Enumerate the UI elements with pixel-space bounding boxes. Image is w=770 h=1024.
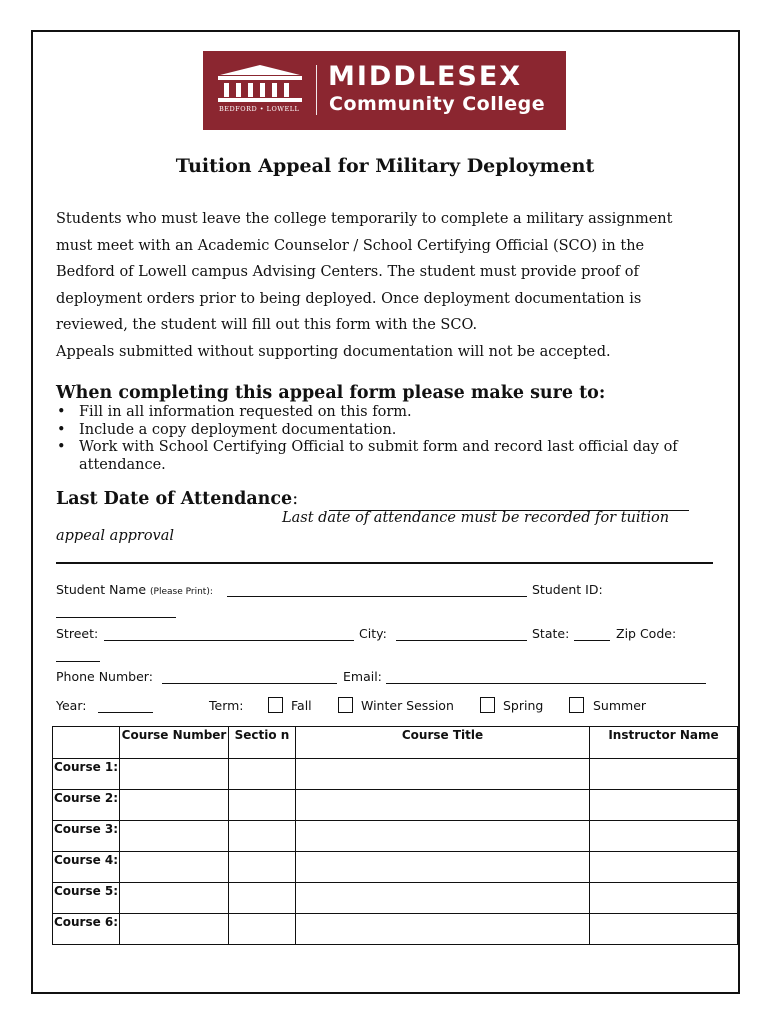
course-title-cell[interactable] [296, 914, 590, 945]
email-field[interactable] [386, 683, 706, 684]
college-logo [203, 51, 566, 130]
intro-line: deployment orders prior to being deployed. Once deployment documentation is [56, 290, 642, 307]
section-divider [56, 562, 713, 564]
logo-name-line1: MIDDLESEX [328, 61, 523, 92]
student-id-field[interactable] [56, 617, 176, 618]
term-fall-label: Fall [291, 698, 312, 713]
zip-field[interactable] [56, 661, 100, 662]
logo-tagline: BEDFORD • LOWELL [219, 105, 300, 113]
intro-paragraph [56, 206, 716, 365]
course-number-cell[interactable] [120, 821, 229, 852]
zip-label: Zip Code: [616, 626, 677, 641]
section-cell[interactable] [229, 852, 296, 883]
email-label: Email: [343, 669, 382, 684]
logo-divider [316, 65, 317, 115]
print-hint: (Please Print): [150, 587, 213, 597]
course-number-cell[interactable] [120, 914, 229, 945]
row-label: Course 4: [53, 852, 120, 883]
year-field[interactable] [98, 712, 153, 713]
course-number-cell[interactable] [120, 852, 229, 883]
page-title: Tuition Appeal for Military Deployment [175, 155, 595, 177]
intro-line: Students who must leave the college temporarily to complete a military assignment [56, 211, 673, 227]
intro-line: must meet with an Academic Counselor / School Certifying Official (SCO) in the [56, 237, 645, 254]
section-cell[interactable] [229, 790, 296, 821]
logo-name-line2: Community College [329, 93, 546, 115]
course-title-cell[interactable] [296, 821, 590, 852]
row-label: Course 1: [53, 759, 120, 790]
checklist-item: • Include a copy deployment documentation. [57, 421, 397, 438]
term-spring-checkbox[interactable] [480, 697, 495, 713]
intro-line: Bedford of Lowell campus Advising Centers. The student must provide proof of [56, 264, 639, 280]
bullet-icon: • [57, 421, 66, 438]
intro-line: Appeals submitted without supporting documentation will not be accepted. [56, 343, 611, 360]
student-name-field[interactable] [227, 596, 527, 597]
course-table [52, 726, 738, 945]
course-title-cell[interactable] [296, 759, 590, 790]
section-cell[interactable] [229, 883, 296, 914]
header-section: Sectio n [229, 727, 296, 759]
phone-field[interactable] [162, 683, 337, 684]
header-course-number: Course Number [120, 727, 229, 759]
row-label: Course 6: [53, 914, 120, 945]
table-row [53, 914, 738, 945]
term-summer-label: Summer [593, 698, 647, 713]
table-header-row [53, 727, 738, 759]
instructor-cell[interactable] [590, 759, 738, 790]
last-date-note-cont: appeal approval [56, 528, 175, 544]
student-name-label: Student Name (Please Print): [56, 582, 213, 597]
section-cell[interactable] [229, 914, 296, 945]
city-label: City: [359, 626, 387, 641]
checklist [56, 404, 716, 474]
table-row [53, 883, 738, 914]
course-title-cell[interactable] [296, 883, 590, 914]
street-field[interactable] [104, 640, 354, 641]
term-winter-checkbox[interactable] [338, 697, 353, 713]
checklist-item: • Fill in all information requested on this form. [57, 404, 412, 420]
checklist-item: • Work with School Certifying Official to submit form and record last official day of attendance. [57, 439, 678, 473]
phone-label: Phone Number: [56, 669, 153, 684]
checklist-heading: When completing this appeal form please make sure to: [56, 383, 606, 403]
street-label: Street: [56, 626, 99, 641]
term-fall-checkbox[interactable] [268, 697, 283, 713]
columned-building-icon [216, 64, 304, 104]
last-date-label: Last Date of Attendance: [56, 489, 299, 509]
course-title-cell[interactable] [296, 852, 590, 883]
header-blank [53, 727, 120, 759]
header-instructor-name: Instructor Name [590, 727, 738, 759]
instructor-cell[interactable] [590, 914, 738, 945]
course-title-cell[interactable] [296, 790, 590, 821]
section-cell[interactable] [229, 821, 296, 852]
term-spring-label: Spring [503, 698, 544, 713]
term-summer-checkbox[interactable] [569, 697, 584, 713]
last-date-note: Last date of attendance must be recorded for tuition [282, 510, 670, 526]
instructor-cell[interactable] [590, 852, 738, 883]
instructor-cell[interactable] [590, 883, 738, 914]
table-row [53, 821, 738, 852]
course-number-cell[interactable] [120, 759, 229, 790]
instructor-cell[interactable] [590, 790, 738, 821]
student-id-label: Student ID: [532, 582, 603, 597]
row-label: Course 5: [53, 883, 120, 914]
course-number-cell[interactable] [120, 790, 229, 821]
section-cell[interactable] [229, 759, 296, 790]
bullet-icon: • [57, 439, 66, 455]
row-label: Course 2: [53, 790, 120, 821]
table-row [53, 852, 738, 883]
table-row [53, 759, 738, 790]
city-field[interactable] [396, 640, 527, 641]
term-label: Term: [209, 698, 244, 713]
header-course-title: Course Title [296, 727, 590, 759]
table-row [53, 790, 738, 821]
bullet-icon: • [57, 404, 66, 420]
intro-line: reviewed, the student will fill out this form with the SCO. [56, 317, 478, 333]
term-winter-label: Winter Session [361, 698, 454, 713]
state-label: State: [532, 626, 570, 641]
year-label: Year: [56, 698, 87, 713]
course-number-cell[interactable] [120, 883, 229, 914]
instructor-cell[interactable] [590, 821, 738, 852]
row-label: Course 3: [53, 821, 120, 852]
state-field[interactable] [574, 640, 610, 641]
